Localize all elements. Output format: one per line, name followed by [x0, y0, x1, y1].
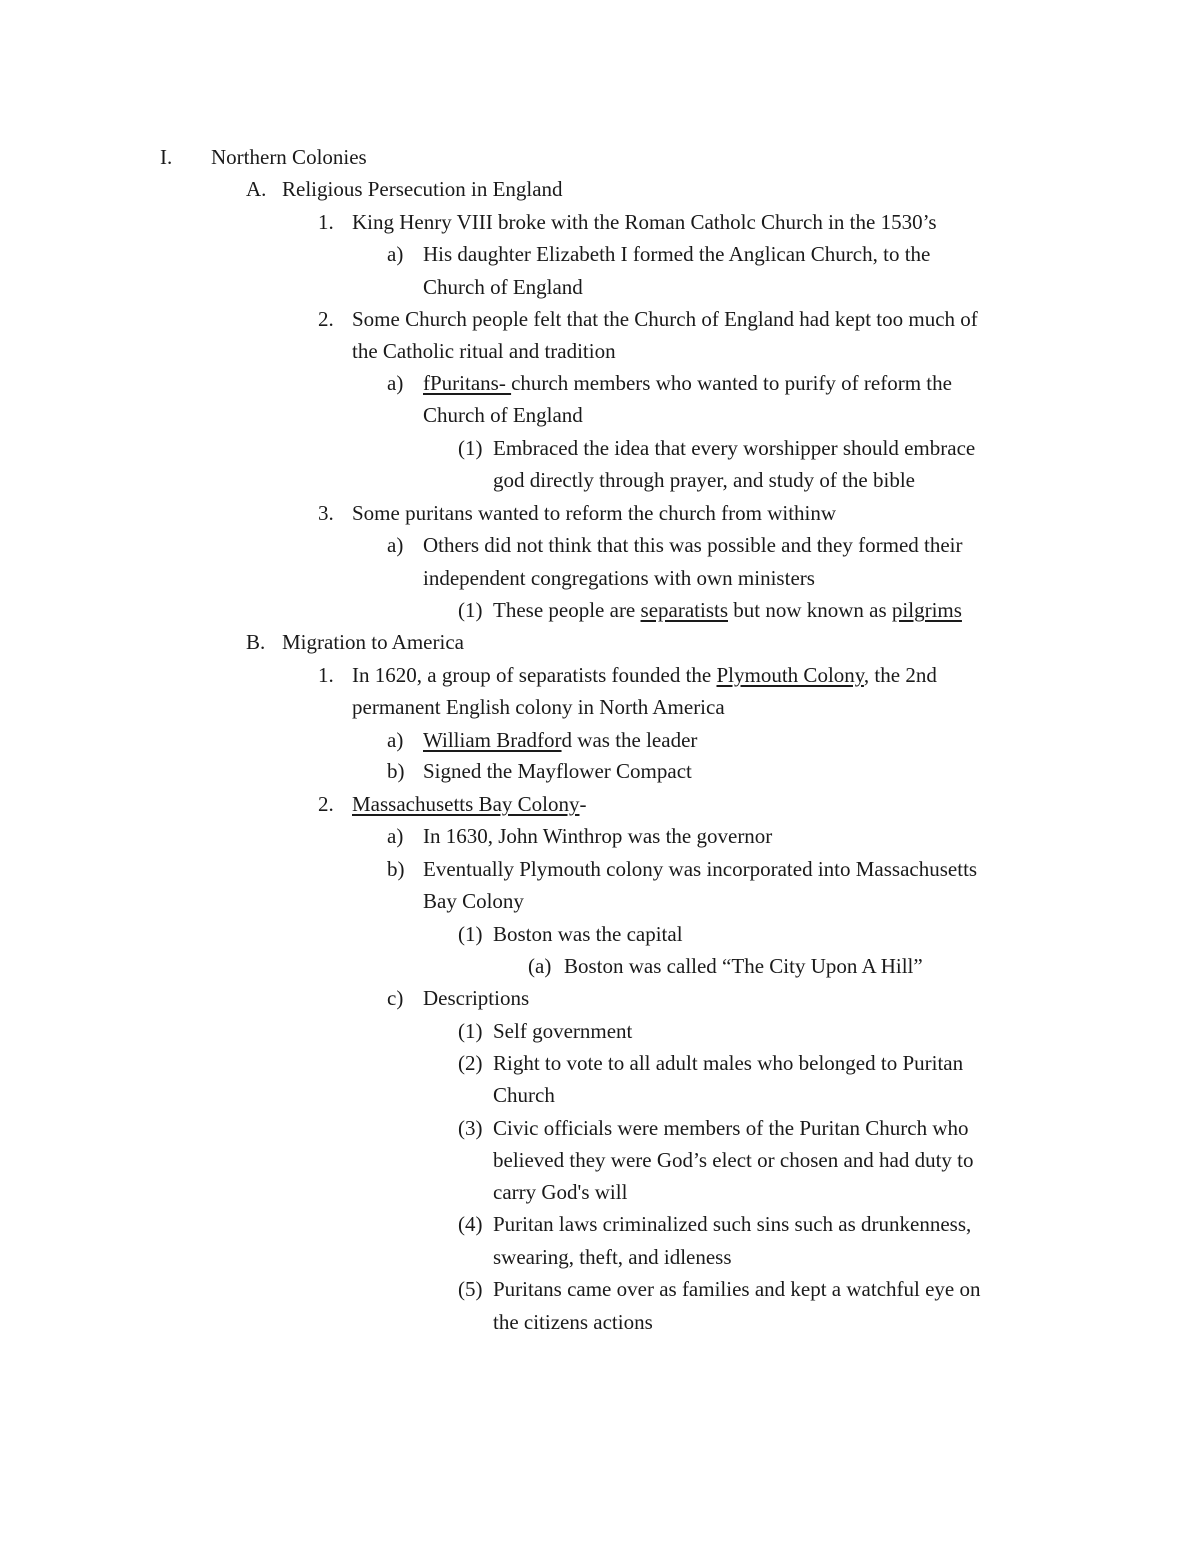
outline-marker: a): [387, 728, 404, 752]
outline-text: Others did not think that this was possible and they formed their: [423, 533, 963, 557]
outline-text: believed they were God’s elect or chosen and had duty to: [493, 1148, 974, 1172]
outline-text: the citizens actions: [493, 1310, 653, 1334]
outline-text: the Catholic ritual and tradition: [352, 339, 616, 363]
term-separatists: separatists: [640, 598, 728, 622]
outline-text: Church: [493, 1083, 555, 1107]
outline-marker: A.: [246, 177, 267, 201]
outline-marker: 2.: [318, 792, 334, 816]
term-pilgrims: pilgrims: [891, 598, 962, 622]
outline-text: Massachusetts Bay Colony-: [352, 792, 587, 816]
outline-text: independent congregations with own ministers: [423, 566, 815, 590]
outline-text: Self government: [493, 1019, 633, 1043]
outline-text: Boston was the capital: [493, 922, 683, 946]
outline-marker: (1): [458, 922, 483, 946]
outline-marker: a): [387, 242, 404, 266]
outline-text: carry God's will: [493, 1180, 628, 1204]
outline-text: fPuritans- church members who wanted to purify of reform the: [423, 371, 952, 395]
outline-marker: a): [387, 371, 404, 395]
outline-text: Church of England: [423, 403, 583, 427]
outline-text: Civic officials were members of the Puritan Church who: [493, 1116, 969, 1140]
outline-marker: 1.: [318, 663, 334, 687]
outline-marker: b): [387, 857, 405, 881]
outline-text: Bay Colony: [423, 889, 524, 913]
outline-text: Eventually Plymouth colony was incorporated into Massachusetts: [423, 857, 978, 881]
term-massachusetts-bay-colony: Massachusetts Bay Colony: [352, 792, 580, 816]
outline-text: Boston was called “The City Upon A Hill”: [564, 954, 923, 978]
outline-text: Signed the Mayflower Compact: [423, 759, 692, 783]
outline-subheading: Migration to America: [282, 630, 464, 654]
outline-text: Some puritans wanted to reform the church from withinw: [352, 501, 837, 525]
outline-text: In 1620, a group of separatists founded the Plymouth Colony, the 2nd: [352, 663, 937, 687]
outline-text: These people are separatists but now known as pilgrims: [493, 598, 962, 622]
outline-marker: 2.: [318, 307, 334, 331]
outline-subheading: Religious Persecution in England: [282, 177, 563, 201]
outline-text: Descriptions: [423, 986, 530, 1010]
outline-marker: (a): [528, 954, 552, 978]
outline-marker: a): [387, 824, 404, 848]
outline-text: Puritans came over as families and kept a watchful eye on: [493, 1277, 981, 1301]
outline-marker: c): [387, 986, 404, 1010]
outline-marker: (1): [458, 598, 483, 622]
outline-text: permanent English colony in North America: [352, 695, 725, 719]
outline-marker: b): [387, 759, 405, 783]
outline-marker: (1): [458, 436, 483, 460]
outline-marker: 1.: [318, 210, 334, 234]
outline-marker: 3.: [318, 501, 334, 525]
outline-marker: (2): [458, 1051, 483, 1075]
outline-text: In 1630, John Winthrop was the governor: [423, 824, 773, 848]
term-puritans: fPuritans-: [423, 371, 512, 395]
outline-marker: (5): [458, 1277, 483, 1301]
outline-marker: I.: [160, 145, 173, 169]
outline-text: god directly through prayer, and study of the bible: [493, 468, 915, 492]
outline-text: swearing, theft, and idleness: [493, 1245, 732, 1269]
outline-marker: B.: [246, 630, 266, 654]
outline-marker: (3): [458, 1116, 483, 1140]
outline-text: Church of England: [423, 275, 583, 299]
outline-text: Right to vote to all adult males who belonged to Puritan: [493, 1051, 964, 1075]
outline-text: Some Church people felt that the Church of England had kept too much of: [352, 307, 978, 331]
outline-marker: (1): [458, 1019, 483, 1043]
outline-text: William Bradford was the leader: [423, 728, 698, 752]
outline-marker: (4): [458, 1212, 483, 1236]
term-plymouth-colony: Plymouth Colony: [716, 663, 864, 687]
term-william-bradford: William Bradfor: [423, 728, 562, 752]
outline-text: His daughter Elizabeth I formed the Anglican Church, to the: [423, 242, 931, 266]
outline-text: King Henry VIII broke with the Roman Catholc Church in the 1530’s: [352, 210, 937, 234]
outline-marker: a): [387, 533, 404, 557]
outline-text: Puritan laws criminalized such sins such as drunkenness,: [493, 1212, 972, 1236]
outline-text: Embraced the idea that every worshipper should embrace: [493, 436, 976, 460]
outline-heading: Northern Colonies: [211, 145, 367, 169]
